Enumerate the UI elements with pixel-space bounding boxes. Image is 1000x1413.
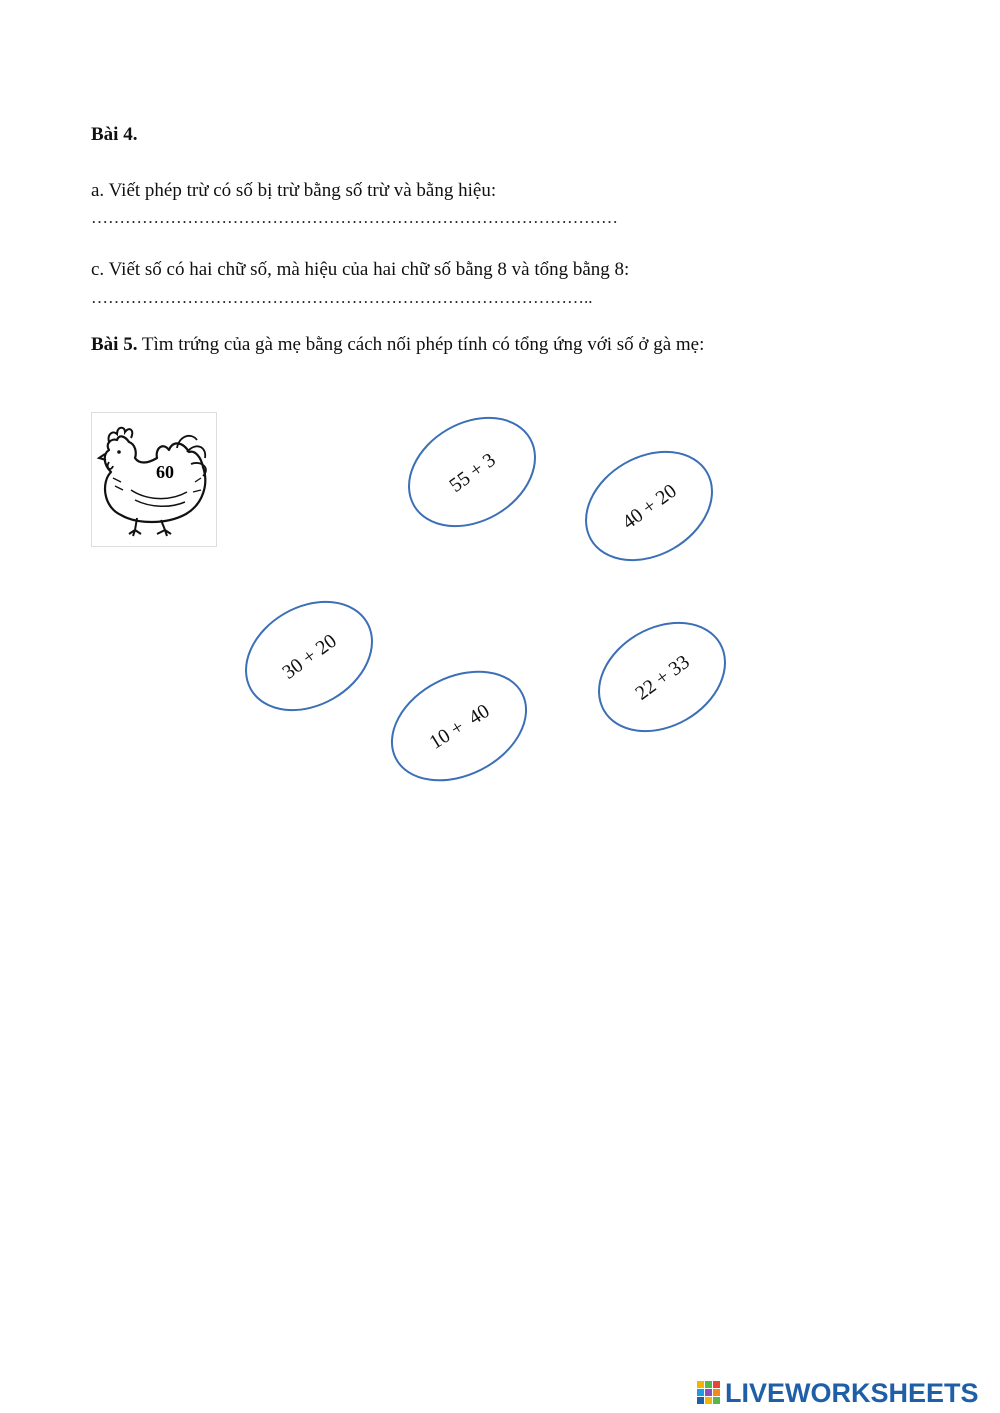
egg-55-plus-3[interactable] [389,396,554,548]
egg-label: 22 + 33 [631,650,694,705]
liveworksheets-logo[interactable] [697,1378,979,1408]
answer-line-a[interactable]: ………………………………………………………………………………… [91,208,618,227]
hen-illustration[interactable] [91,412,217,547]
egg-10-plus-40[interactable] [373,650,544,802]
egg-40-plus-20[interactable] [566,430,731,582]
exercise-5-instruction [91,334,704,356]
egg-label: 30 + 20 [278,629,341,684]
egg-label: 40 + 20 [618,479,681,534]
answer-line-c[interactable]: …………………………………………………………………………….. [91,288,593,307]
exercise-4-title: Bài 4. [91,124,138,145]
hen-number: 60 [156,462,174,482]
egg-label: 10 + 40 [425,699,494,754]
exercise-4c-question: c. Viết số có hai chữ số, mà hiệu của hai chữ số bằng 8 và tổng bằng 8: [91,259,630,280]
exercise-5-text: Tìm trứng của gà mẹ bằng cách nối phép tính có tổng ứng với số ở gà mẹ: [137,334,705,355]
exercise-5-title: Bài 5. [91,334,138,355]
liveworksheets-icon [697,1381,721,1405]
egg-22-plus-33[interactable] [579,601,744,753]
egg-label: 55 + 3 [445,448,500,497]
liveworksheets-wordmark: LIVEWORKSHEETS [725,1377,979,1408]
exercise-4a-question: a. Viết phép trừ có số bị trừ bằng số trừ và bằng hiệu: [91,180,497,201]
egg-30-plus-20[interactable] [226,580,391,732]
